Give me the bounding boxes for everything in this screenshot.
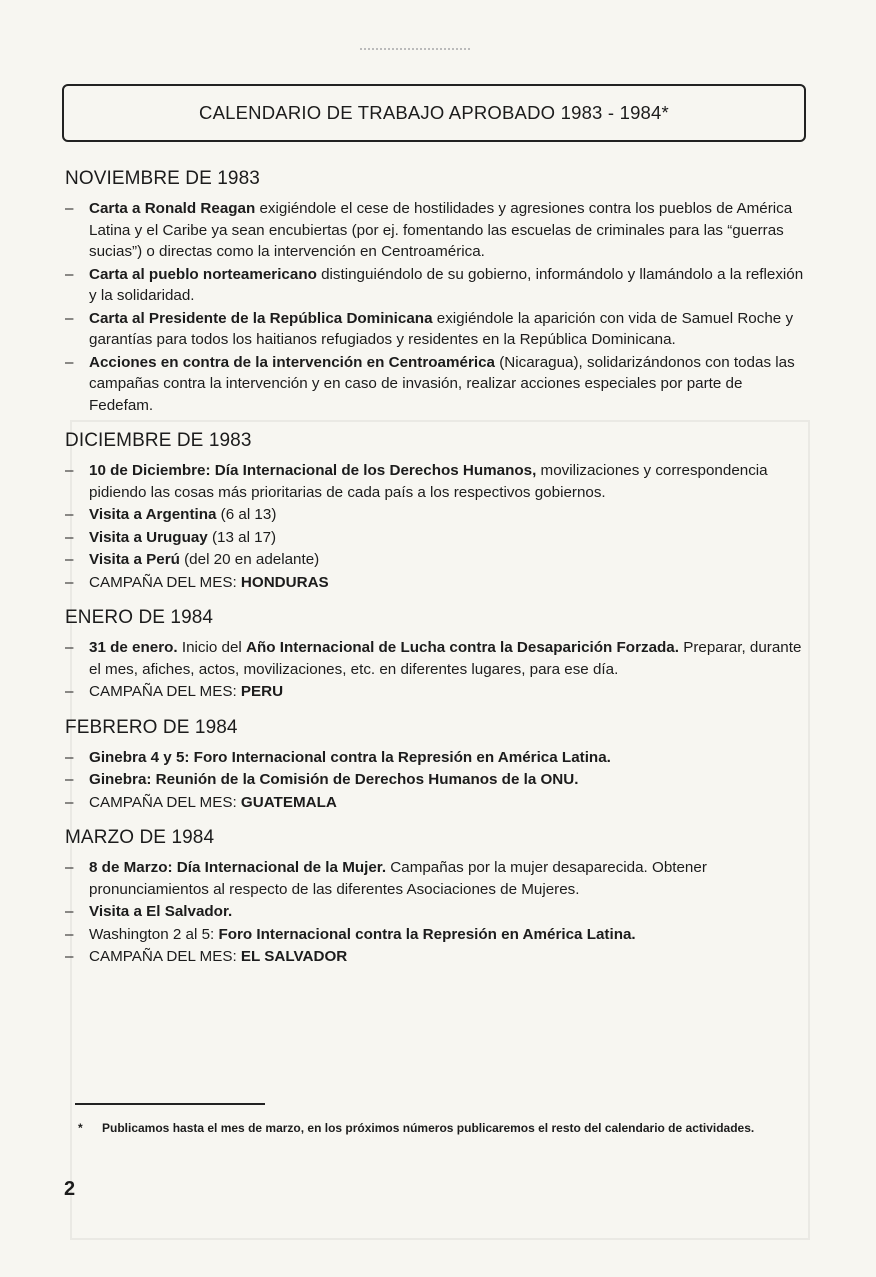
footnote-rule xyxy=(75,1103,265,1105)
activity-item xyxy=(65,352,805,417)
page-title: CALENDARIO DE TRABAJO APROBADO 1983 - 1984* xyxy=(199,102,669,123)
activity-title: Carta al pueblo norteamericano xyxy=(89,265,317,283)
activity-title: Foro Internacional contra la Represión en América Latina. xyxy=(218,925,636,943)
month-heading: FEBRERO DE 1984 xyxy=(65,716,238,738)
activity-text-2: Preparar, durante el mes, afiches, actos, movilizaciones, etc. en diferentes lugares, para ese día. xyxy=(89,639,802,678)
footnote-marker: * xyxy=(78,1121,83,1135)
month-heading: NOVIEMBRE DE 1983 xyxy=(65,168,260,189)
calendar-content xyxy=(65,168,805,982)
activity-list xyxy=(65,460,805,593)
month-heading: ENERO DE 1984 xyxy=(65,607,214,628)
activity-prefix: CAMPAÑA DEL MES: xyxy=(89,573,241,591)
activity-text: (13 al 17) xyxy=(207,528,277,546)
activity-title: PERU xyxy=(240,683,284,700)
month-section xyxy=(65,717,805,814)
month-section xyxy=(65,827,805,968)
activity-item xyxy=(65,901,805,923)
activity-title: Ginebra: Reunión de la Comisión de Derechos Humanos de la ONU. xyxy=(89,771,579,788)
title-box xyxy=(62,84,806,142)
month-section xyxy=(65,607,805,703)
activity-title: Ginebra 4 y 5: Foro Internacional contra la Represión en América Latina. xyxy=(89,748,611,766)
activity-item xyxy=(65,681,805,703)
activity-item xyxy=(65,792,805,814)
activity-title: Visita a Perú xyxy=(89,551,180,568)
month-section xyxy=(65,430,805,593)
activity-text: (6 al 13) xyxy=(216,506,277,523)
activity-prefix: CAMPAÑA DEL MES: xyxy=(89,793,241,811)
activity-prefix: Washington 2 al 5: xyxy=(89,925,219,943)
activity-item xyxy=(65,198,805,263)
activity-title: 31 de enero. xyxy=(89,639,178,656)
activity-text: (Nicaragua), solidarizándonos con todas las campañas contra la intervención y en caso de invasión, realizar acciones especiales por parte de Fedefam. xyxy=(89,353,795,414)
activity-title: Visita a Argentina xyxy=(89,506,217,523)
activity-title: GUATEMALA xyxy=(240,793,337,811)
activity-title: 8 de Marzo: Día Internacional de la Mujer. xyxy=(89,859,387,876)
activity-list xyxy=(65,637,805,703)
month-heading: DICIEMBRE DE 1983 xyxy=(65,430,252,451)
page-number: 2 xyxy=(64,1178,76,1200)
activity-prefix: CAMPAÑA DEL MES: xyxy=(89,683,241,700)
activity-list xyxy=(65,198,805,416)
top-mark xyxy=(360,48,470,56)
activity-title: 10 de Diciembre: Día Internacional de los Derechos Humanos, xyxy=(89,462,537,479)
activity-item xyxy=(65,572,805,594)
activity-item xyxy=(65,857,805,900)
activity-text: exigiéndole el cese de hostilidades y agresiones contra los pueblos de América Latina y el Caribe ya sean encubiertas (por ej. fomentando las escuelas de criminales para las “guerras sucias”) o directas como la intervención en Centroamérica. xyxy=(89,200,793,260)
activity-title-2: Año Internacional de Lucha contra la Desaparición Forzada. xyxy=(246,639,679,656)
activity-title: EL SALVADOR xyxy=(240,948,348,965)
activity-item xyxy=(65,769,805,791)
activity-text: exigiéndole la aparición con vida de Samuel Roche y garantías para todos los haitianos refugiados y residentes en la República Dominicana. xyxy=(89,309,794,348)
month-section xyxy=(65,168,805,416)
activity-text: Campañas por la mujer desaparecida. Obtener pronunciamientos al respecto de las diferentes Asociaciones de Mujeres. xyxy=(89,859,707,898)
activity-item xyxy=(65,549,805,571)
activity-item xyxy=(65,504,805,526)
activity-text: distinguiéndolo de su gobierno, informándolo y llamándolo a la reflexión y la solidaridad. xyxy=(89,265,804,304)
activity-title: Carta al Presidente de la República Dominicana xyxy=(89,309,433,327)
footnote-text: Publicamos hasta el mes de marzo, en los próximos números publicaremos el resto del calendario de actividades. xyxy=(102,1121,755,1135)
activity-title: Visita a Uruguay xyxy=(89,528,208,546)
activity-text: movilizaciones y correspondencia pidiendo las cosas más prioritarias de cada país a los respectivos gobiernos. xyxy=(89,462,768,501)
footnote xyxy=(78,1120,808,1137)
activity-item xyxy=(65,460,805,503)
activity-item xyxy=(65,924,805,946)
activity-list xyxy=(65,857,805,968)
activity-item xyxy=(65,527,805,549)
activity-list xyxy=(65,747,805,814)
month-heading: MARZO DE 1984 xyxy=(65,827,215,848)
activity-item xyxy=(65,264,805,307)
activity-item xyxy=(65,637,805,680)
activity-title: Visita a El Salvador. xyxy=(89,903,233,920)
activity-title: Acciones en contra de la intervención en Centroamérica xyxy=(89,353,495,371)
activity-item xyxy=(65,747,805,769)
activity-title: HONDURAS xyxy=(240,573,329,591)
activity-prefix: CAMPAÑA DEL MES: xyxy=(89,948,241,965)
activity-item xyxy=(65,946,805,968)
activity-text: Inicio del xyxy=(177,639,247,656)
activity-item xyxy=(65,308,805,351)
activity-text: (del 20 en adelante) xyxy=(179,551,320,568)
activity-title: Carta a Ronald Reagan xyxy=(89,200,256,217)
